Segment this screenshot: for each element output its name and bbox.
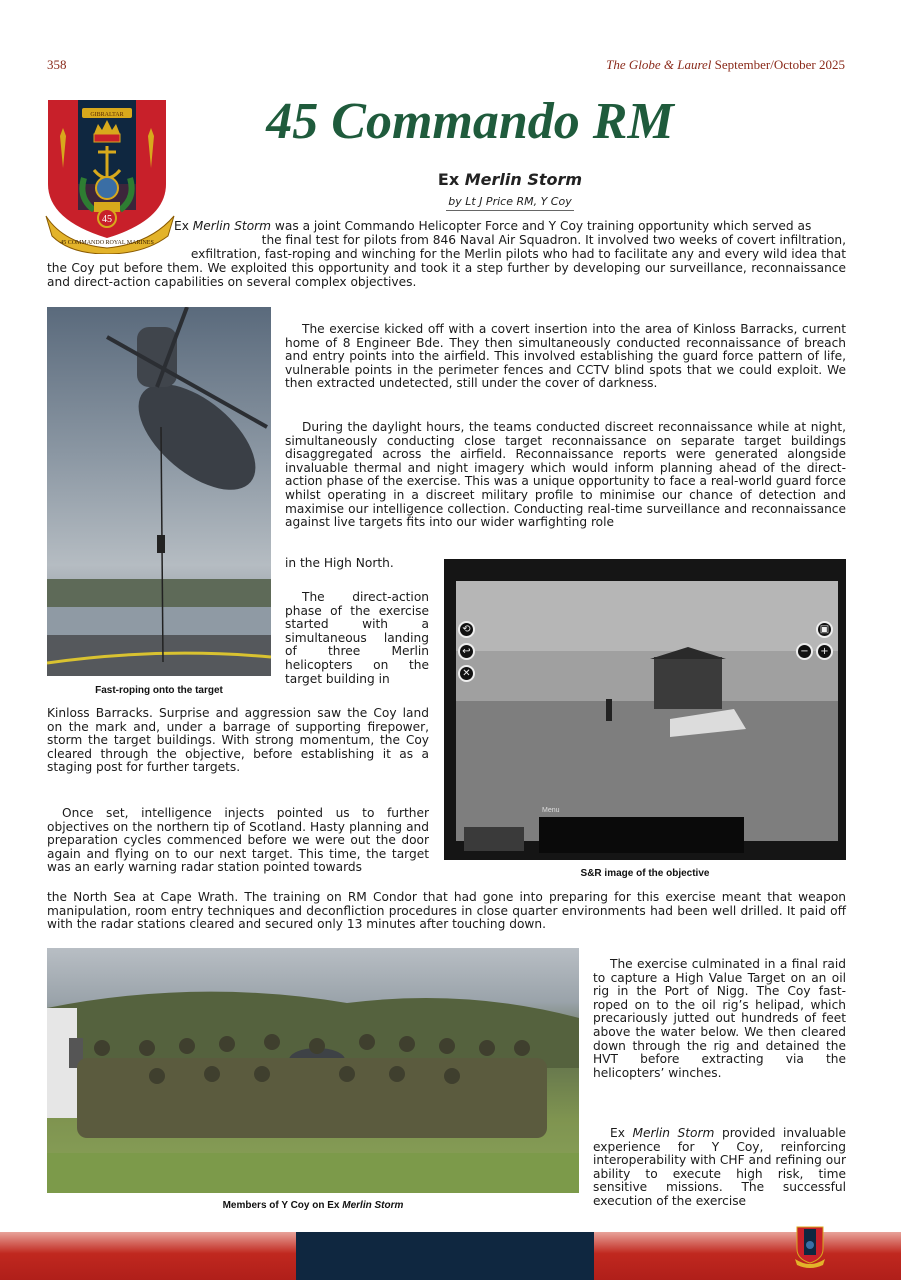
- magazine-title: The Globe & Laurel: [606, 57, 712, 72]
- unit-crest-logo: [44, 98, 176, 254]
- crest-number: 45: [102, 214, 112, 225]
- para-intelligence: Once set, intelligence injects pointed us to further objectives on the northern tip of Scotland. Hasty planning and preparation cycles commenced before we were out the door again and flying on to our next target. This time, the target was an early warning radar station pointed towards: [47, 806, 429, 875]
- thermal-rotate-icon: ⟲: [458, 621, 475, 638]
- thermal-back-icon: ↩: [458, 643, 475, 660]
- issue-date: September/October 2025: [714, 57, 845, 72]
- magazine-header: [606, 57, 845, 73]
- byline-text: by Lt J Price RM, Y Coy: [446, 195, 573, 211]
- subtitle-exercise-name: Merlin Storm: [464, 170, 583, 189]
- thermal-zoom-out-icon: −: [796, 643, 813, 660]
- thermal-close-icon: ✕: [458, 665, 475, 682]
- fast-roping-photo: [47, 307, 271, 676]
- para-culminated: The exercise culminated in a final raid to capture a High Value Target on an oil rig in the Port of Nigg. The Coy fast-roped on to the oil rig’s helipad, which precariously jutted out hundreds of feet above the water below. We then cleared down through the rig and detained the HVT before extracting via the helicopters’ winches.: [593, 957, 846, 1080]
- crest-top-label: GIBRALTAR: [90, 112, 124, 118]
- article-subtitle: [380, 170, 640, 189]
- fast-roping-caption: Fast-roping onto the target: [95, 685, 223, 696]
- footer-band-right: [594, 1232, 901, 1280]
- thermal-menu-label: Menu: [542, 807, 560, 814]
- para-direct-action-wide: Kinloss Barracks. Surprise and aggression saw the Coy land on the mark and, under a barrage of supporting firepower, storm the target buildings. With strong momentum, the Coy cleared through the objective, before establishing it as a staging post for further targets.: [47, 706, 429, 775]
- para-daylight-end: in the High North.: [285, 556, 394, 570]
- group-photo: [47, 948, 579, 1193]
- byline: [380, 195, 640, 208]
- thermal-caption: S&R image of the objective: [580, 868, 710, 879]
- footer-band-middle: [296, 1232, 594, 1280]
- intro-rest: the Coy put before them. We exploited this opportunity and took it a step further by developing our surveillance, reconnaissance and direct-action capabilities on several complex objectives.: [47, 261, 846, 289]
- final-exercise-name: Merlin Storm: [632, 1126, 715, 1140]
- para-final: Ex Merlin Storm provided invaluable experience for Y Coy, reinforcing interoperability with CHF and refining our ability to execute high risk, time sensitive missions. The successful execution of the exercise: [593, 1126, 847, 1208]
- para-intelligence-wide: the North Sea at Cape Wrath. The training on RM Condor that had gone into preparing for this exercise meant that weapon manipulation, room entry techniques and deconfliction procedures in close quarter environments had been well drilled. It paid off with the radar stations cleared and secured only 13 minutes after touching down.: [47, 890, 846, 932]
- para-daylight: During the daylight hours, the teams conducted discreet reconnaissance while at night, simultaneously conducting close target reconnaissance on separate target buildings disaggregated across the airfield. Reconnaissance reports were generated alongside invaluable thermal and night imagery which would inform planning ahead of the direct-action phase of the exercise. This was a unique opportunity to face a real-world guard force whilst operating in a discreet military profile to minimise our chance of detection and maximise our intelligence collection. Conducting real-time surveillance and reconnaissance against live targets fits into our wider warfighting role: [285, 420, 846, 530]
- crest-scroll-text: 45 COMMANDO ROYAL MARINES: [60, 240, 154, 246]
- para-covert-insertion: The exercise kicked off with a covert insertion into the area of Kinloss Barracks, current home of 8 Engineer Bde. They then simultaneously conducted reconnaissance of breach and entry points into the airfield. This involved establishing the guard force pattern of life, vulnerable points in the perimeter fences and CCTV blind spots that we could exploit. We then extracted undetected, still under the cover of darkness.: [285, 322, 846, 391]
- intro-exercise-name: Merlin Storm: [192, 219, 272, 233]
- group-caption-exercise: Merlin Storm: [342, 1200, 404, 1211]
- intro-line-3: exfiltration, fast-roping and winching for the Merlin pilots who had to facilitate any and every wild idea that: [190, 247, 846, 261]
- intro-line-2: the final test for pilots from 846 Naval Air Squadron. It involved two weeks of covert infiltration,: [261, 233, 846, 247]
- intro-line-1: Ex Merlin Storm was a joint Commando Helicopter Force and Y Coy training opportunity which served as: [174, 219, 812, 233]
- page-number: 358: [47, 57, 67, 72]
- group-caption: Members of Y Coy on Ex Merlin Storm: [222, 1200, 404, 1211]
- footer-crest-icon: [795, 1225, 825, 1269]
- article-title: 45 Commando RM: [266, 93, 674, 150]
- para-direct-action-narrow: The direct-action phase of the exercise started with a simultaneous landing of three Merlin helicopters on the target building in: [285, 590, 429, 686]
- thermal-image: [444, 559, 846, 860]
- thermal-zoom-in-icon: +: [816, 643, 833, 660]
- footer-band-left: [0, 1232, 296, 1280]
- thermal-camera-icon: ▣: [816, 621, 833, 638]
- subtitle-prefix: Ex: [437, 170, 465, 189]
